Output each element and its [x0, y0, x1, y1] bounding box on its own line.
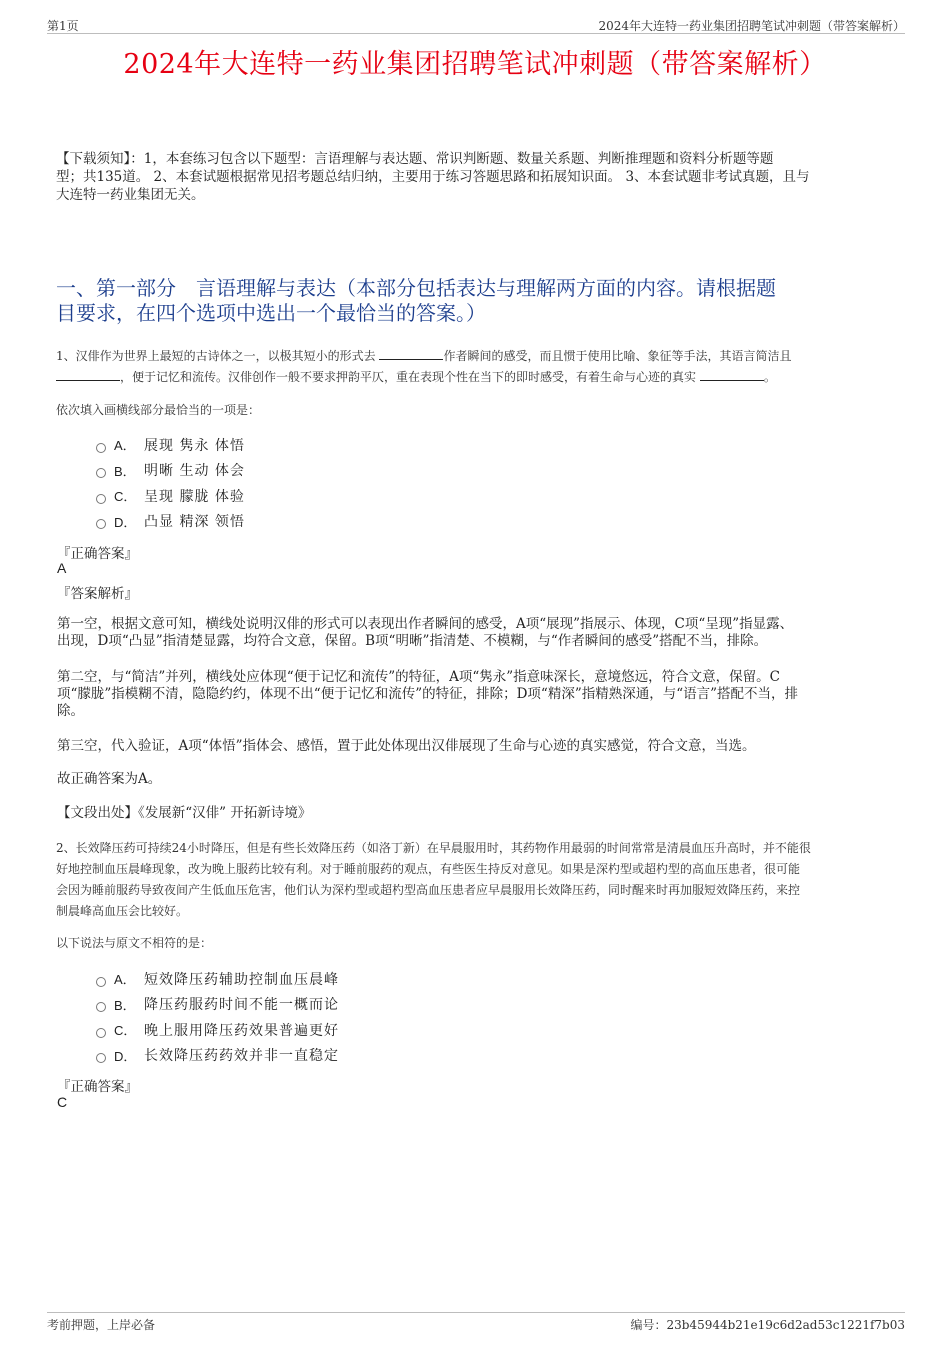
- source-citation: 【文段出处】《发展新“汉俳” 开拓新诗境》: [57, 805, 312, 821]
- analysis-paragraph: [57, 738, 883, 755]
- option-letter: A．: [114, 438, 136, 454]
- correct-answer: C: [57, 1094, 68, 1110]
- section-heading-line: 一、第一部分 言语理解与表达（本部分包括表达与理解两方面的内容。请根据题: [56, 276, 776, 300]
- analysis-paragraph: [57, 616, 883, 650]
- fill-blank: [379, 348, 443, 360]
- radio-button[interactable]: [96, 494, 106, 504]
- page-footer: [47, 1312, 905, 1332]
- question-text: 好地控制血压晨峰现象，改为晚上服药比较有利。对于睡前服药的观点，有些医生持反对意见。如果是深杓型或超杓型的高血压患者，很可能: [56, 862, 801, 876]
- option-text: 凸显 精深 领悟: [144, 514, 245, 531]
- question-2-options: [96, 966, 496, 1068]
- question-text: 2、长效降压药可持续24小时降压，但是有些长效降压药（如洛丁新）在早晨服用时，其药物作用最弱的时间常常是清晨血压升高时，并不能很: [56, 841, 811, 855]
- page-header: [47, 14, 905, 34]
- analysis-label: 『答案解析』: [57, 586, 138, 602]
- radio-button[interactable]: [96, 1002, 106, 1012]
- radio-button[interactable]: [96, 519, 106, 529]
- correct-answer-label: 『正确答案』: [57, 1079, 138, 1095]
- footer-serial-number: 编号：23b45944b21e19c6d2ad53c1221f7b03: [630, 1318, 905, 1332]
- analysis-line: 第二空，与“简洁”并列，横线处应体现“便于记忆和流传”的特征，A项“隽永”指意味深长，意境悠远，符合文意，保留。C: [57, 669, 780, 685]
- analysis-paragraph: [57, 669, 883, 720]
- analysis-line: 出现，D项“凸显”指清楚显露，均符合文意，保留。B项“明晰”指清楚、不模糊，与“作者瞬间的感受”搭配不当，排除。: [57, 633, 768, 649]
- footer-slogan: 考前押题，上岸必备: [47, 1318, 156, 1332]
- question-text: 会因为睡前服药导致夜间产生低血压危害，他们认为深杓型或超杓型高血压患者应早晨服用长效降压药，同时醒来时再加服短效降压药，来控: [56, 883, 801, 897]
- option-letter: C．: [114, 1023, 137, 1039]
- question-1-options: [96, 432, 496, 534]
- option-text: 展现 隽永 体悟: [144, 437, 245, 454]
- option-d[interactable]: [96, 509, 496, 535]
- section-heading: [56, 276, 898, 326]
- option-text: 晚上服用降压药效果普遍更好: [144, 1022, 339, 1039]
- option-letter: B．: [114, 997, 136, 1013]
- option-text: 明晰 生动 体会: [144, 463, 245, 480]
- option-text: 短效降压药辅助控制血压晨峰: [144, 971, 339, 988]
- radio-button[interactable]: [96, 443, 106, 453]
- option-text: 呈现 朦胧 体验: [144, 488, 245, 505]
- option-b[interactable]: [96, 458, 496, 484]
- download-notice: [56, 150, 899, 204]
- question-1-prompt: 依次填入画横线部分最恰当的一项是：: [56, 403, 261, 417]
- option-letter: D．: [114, 514, 137, 530]
- option-a[interactable]: [96, 432, 496, 458]
- radio-button[interactable]: [96, 1053, 106, 1063]
- question-text: 作者瞬间的感受，而且惯于使用比喻、象征等手法，其语言简洁且: [443, 349, 792, 363]
- question-text: 制晨峰高血压会比较好。: [56, 904, 189, 918]
- analysis-line: 除。: [57, 703, 84, 719]
- analysis-line: 第三空，代入验证，A项“体悟”指体会、感悟，置于此处体现出汉俳展现了生命与心迹的真实感觉，符合文意，当选。: [57, 738, 756, 754]
- option-text: 长效降压药药效并非一直稳定: [144, 1048, 339, 1065]
- notice-line: 型；共135道。 2、本套试题根据常见招考题总结归纳，主要用于练习答题思路和拓展知识面。 3、本套试题非考试真题，且与: [56, 169, 810, 185]
- notice-line: 【下载须知】：1，本套练习包含以下题型：言语理解与表达题、常识判断题、数量关系题、判断推理题和资料分析题等题: [56, 151, 774, 167]
- question-1-stem: [56, 346, 906, 388]
- option-b[interactable]: [96, 992, 496, 1018]
- analysis-line: 项“朦胧”指模糊不清，隐隐约约，体现不出“便于记忆和流传”的特征，排除；D项“精深”指精熟深通，与“语言”搭配不当，排: [57, 686, 799, 702]
- question-text: 。: [763, 370, 776, 384]
- correct-answer-label: 『正确答案』: [57, 546, 138, 562]
- option-a[interactable]: [96, 966, 496, 992]
- option-c[interactable]: [96, 1017, 496, 1043]
- radio-button[interactable]: [96, 468, 106, 478]
- option-c[interactable]: [96, 483, 496, 509]
- header-doc-title: 2024年大连特一药业集团招聘笔试冲刺题（带答案解析）: [598, 19, 905, 33]
- analysis-line: 故正确答案为A。: [57, 771, 162, 787]
- option-letter: A．: [114, 972, 136, 988]
- document-title: 2024年大连特一药业集团招聘笔试冲刺题（带答案解析）: [123, 49, 827, 80]
- radio-button[interactable]: [96, 1028, 106, 1038]
- option-letter: C．: [114, 489, 137, 505]
- option-d[interactable]: [96, 1043, 496, 1069]
- fill-blank: [56, 369, 120, 381]
- analysis-line: 第一空，根据文意可知，横线处说明汉俳的形式可以表现出作者瞬间的感受，A项“展现”指展示、体现，C项“呈现”指显露、: [57, 616, 794, 632]
- section-heading-line: 目要求，在四个选项中选出一个最恰当的答案。）: [56, 301, 486, 325]
- radio-button[interactable]: [96, 977, 106, 987]
- question-2-prompt: 以下说法与原文不相符的是：: [56, 936, 213, 950]
- option-text: 降压药服药时间不能一概而论: [144, 997, 339, 1014]
- page-number: 第1页: [47, 19, 79, 33]
- analysis-conclusion: [57, 771, 883, 788]
- option-letter: B．: [114, 463, 136, 479]
- fill-blank: [700, 369, 764, 381]
- correct-answer: A: [57, 560, 67, 576]
- question-text: ，便于记忆和流传。汉俳创作一般不要求押韵平仄，重在表现个性在当下的即时感受，有着生命与心迹的真实: [120, 370, 697, 384]
- option-letter: D．: [114, 1048, 137, 1064]
- question-2-stem: [56, 838, 906, 922]
- question-text: 1、汉俳作为世界上最短的古诗体之一，以极其短小的形式去: [56, 349, 376, 363]
- notice-line: 大连特一药业集团无关。: [56, 187, 205, 203]
